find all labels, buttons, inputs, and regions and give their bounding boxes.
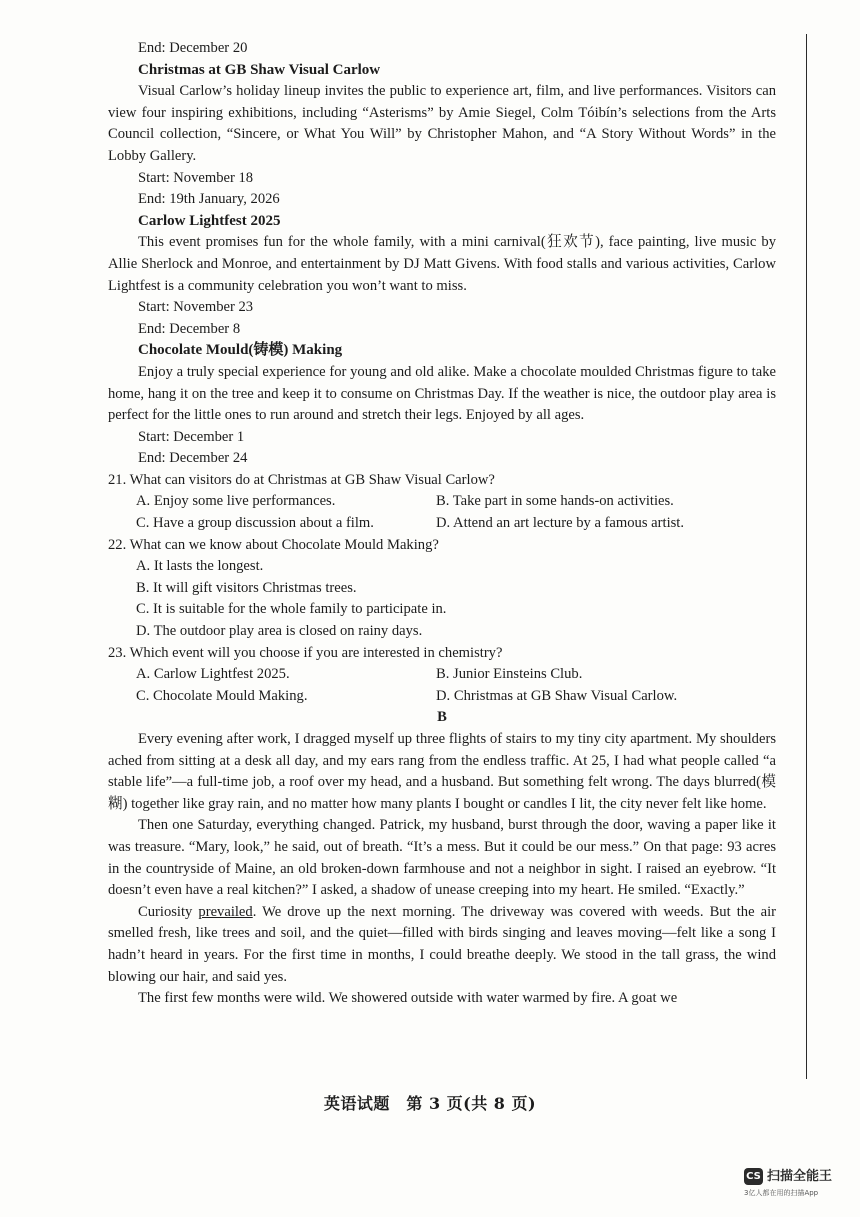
passage-paragraph: Every evening after work, I dragged myself up three flights of stairs to my tiny city apartment. My shoulders ached from sitting at a desk all day, and my ears rang from the endless traffic. At 25, I had what people called “a stable life”—a full-time job, a roof over my head, and a husband. But something felt wrong. The days blurred(模糊) together like gray rain, and no matter how many plants I bought or candles I lit, the city never felt like home. [108, 731, 776, 812]
option-c: C. It is suitable for the whole family to participate in. [136, 601, 447, 618]
scanner-tagline: 3亿人都在用的扫描App [744, 1189, 819, 1197]
event-block [108, 340, 776, 470]
question-21 [108, 470, 776, 535]
option-d: D. The outdoor play area is closed on rainy days. [136, 623, 423, 640]
event-description: This event promises fun for the whole family, with a mini carnival(狂欢节), face painting, live music by Allie Sherlock and Monroe, and entertainment by DJ Matt Givens. With food stalls and various activities, Carlow Lightfest is a community celebration you won’t want to miss. [108, 234, 776, 294]
event-end-date: End: 19th January, 2026 [138, 191, 280, 208]
option-b: B. Junior Einsteins Club. [436, 666, 583, 683]
option-b: B. Take part in some hands-on activities. [436, 493, 674, 510]
option-a: A. Enjoy some live performances. [136, 493, 336, 510]
passage-paragraph [108, 902, 776, 988]
event-title: Carlow Lightfest 2025 [138, 212, 281, 229]
option-d: D. Attend an art lecture by a famous artist. [436, 515, 685, 532]
question-stem: 23. Which event will you choose if you are interested in chemistry? [108, 644, 503, 661]
scanner-name: 扫描全能王 [767, 1169, 833, 1184]
event-start-date: Start: December 1 [138, 428, 245, 445]
event-end-date: End: December 20 [138, 40, 248, 56]
event-description: Enjoy a truly special experience for young and old alike. Make a chocolate moulded Christmas figure to take home, hang it on the tree and keep it to consume on Christmas Day. If the weather is nice, the outdoor play area is perfect for the little ones to run around and stretch their legs. Enjoyed by all ages. [108, 363, 776, 424]
page-footer: 英语试题 第 3 页(共 8 页) [323, 1094, 537, 1113]
option-d: D. Christmas at GB Shaw Visual Carlow. [436, 687, 678, 704]
event-title: Chocolate Mould(铸模) Making [138, 342, 343, 359]
paragraph-rest: . We drove up the next morning. The driveway was covered with weeds. But the air smelled fresh, like trees and soil, and the quiet—filled with birds singing and leaves moving—felt like a song I hadn’t heard in years. For the first time in months, I could breathe deeply. We stood in the tall grass, the wind blowing our hair, and said yes. [108, 903, 777, 985]
underlined-word: prevailed [198, 903, 253, 920]
question-23 [108, 643, 776, 708]
option-c: C. Have a group discussion about a film. [136, 515, 374, 532]
paragraph-lead: Curiosity [138, 903, 199, 920]
event-end-date: End: December 8 [138, 320, 241, 337]
question-22 [108, 535, 776, 643]
option-b: B. It will gift visitors Christmas trees. [136, 579, 357, 596]
section-label: B [437, 709, 447, 726]
event-end-date: End: December 24 [138, 450, 248, 467]
passage-paragraph: The first few months were wild. We showered outside with water warmed by fire. A goat we [138, 990, 678, 1007]
passage-paragraph: Then one Saturday, everything changed. Patrick, my husband, burst through the door, waving a paper like it was treasure. “Mary, look,” he said, out of breath. “It’s a mess. But it could be our mess.” On that page: 93 acres in the countryside of Maine, an old broken-down farmhouse and not a neighbor in sight. I raised an eyebrow. “It doesn’t even have a real kitchen?” I asked, a shadow of unease creeping into my heart. He smiled. “Exactly.” [108, 817, 776, 899]
event-title: Christmas at GB Shaw Visual Carlow [138, 61, 381, 78]
question-stem: 22. What can we know about Chocolate Mould Making? [108, 536, 439, 553]
option-c: C. Chocolate Mould Making. [136, 687, 308, 704]
scanner-watermark [744, 1168, 844, 1204]
margin-rule [806, 34, 807, 1079]
page-content [108, 38, 776, 1010]
event-description: Visual Carlow’s holiday lineup invites the public to experience art, film, and live performances. Visitors can view four inspiring exhibitions, including “Asterisms” by Amie Siegel, Colm Tóibín’s selections from the Arts Council collection, “Sincere, or What You Will” by Christopher Mahon, and “A Story Without Words” in the Lobby Gallery. [108, 83, 776, 164]
event-start-date: Start: November 23 [138, 299, 254, 316]
event-block [108, 211, 776, 341]
event-block [108, 60, 776, 211]
scanner-logo: CS [744, 1168, 763, 1185]
question-stem: 21. What can visitors do at Christmas at GB Shaw Visual Carlow? [108, 471, 495, 488]
event-start-date: Start: November 18 [138, 169, 254, 186]
reading-passage [108, 729, 776, 1010]
option-a: A. It lasts the longest. [136, 558, 264, 575]
option-a: A. Carlow Lightfest 2025. [136, 666, 290, 683]
